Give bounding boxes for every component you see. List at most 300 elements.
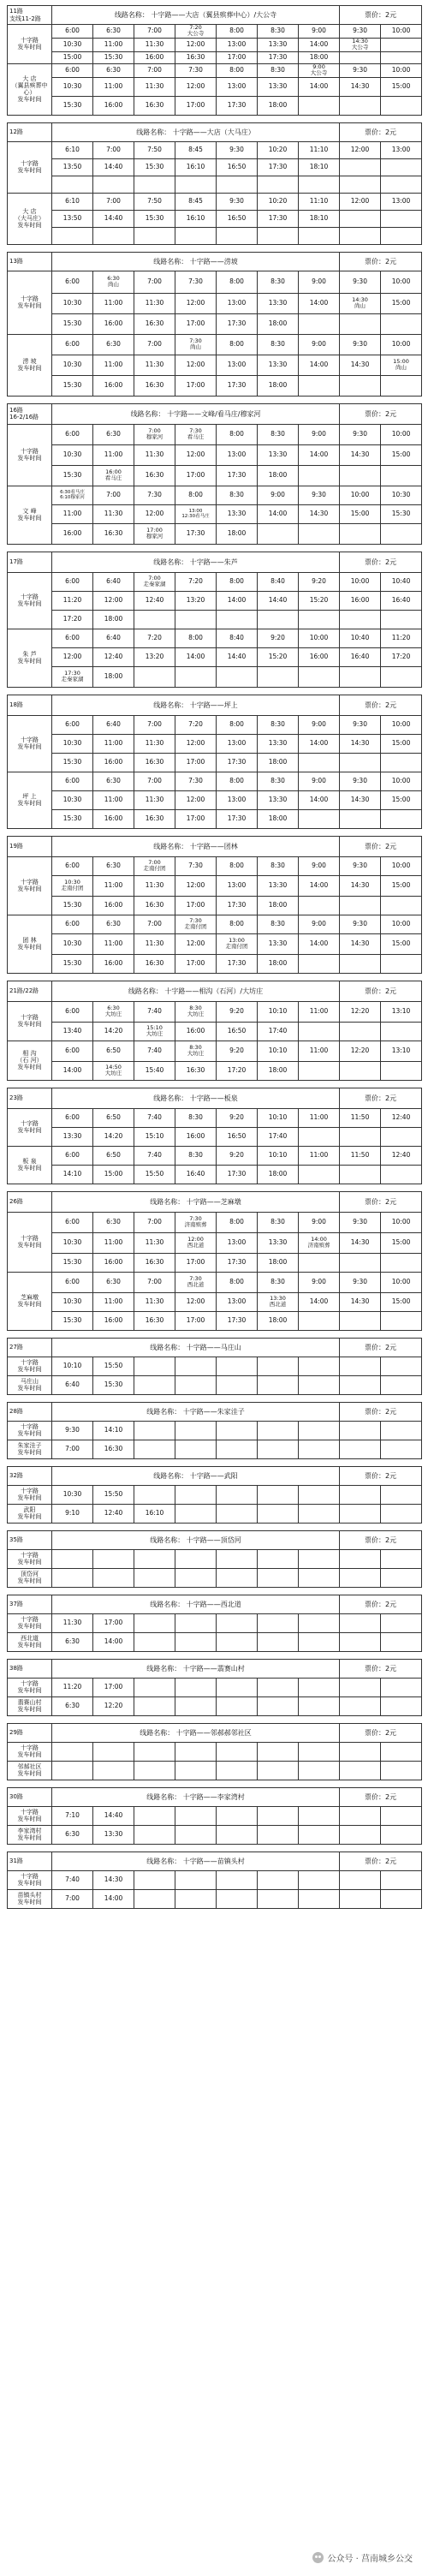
departure-time	[299, 1022, 340, 1041]
departure-time	[175, 176, 217, 193]
departure-time: 16:10	[175, 210, 217, 227]
departure-time: 7:30 尚山	[175, 334, 217, 355]
departure-time: 16:30	[134, 375, 175, 396]
departure-time	[175, 227, 217, 244]
departure-time: 13:00	[217, 875, 258, 896]
departure-time	[299, 1311, 340, 1330]
route-path: 十字路——芝麻墩	[186, 1197, 241, 1206]
departure-time: 10:30	[381, 486, 422, 504]
departure-station: 十字路 发车时间	[8, 572, 52, 629]
departure-time: 10:10	[258, 1041, 299, 1061]
departure-time: 9:00	[299, 1212, 340, 1232]
route-title	[52, 1191, 340, 1212]
departure-time	[299, 1127, 340, 1146]
departure-time: 10:00	[299, 629, 340, 647]
departure-station: 西北道 发车时间	[8, 1632, 52, 1651]
departure-time: 18:00	[258, 954, 299, 973]
departure-time: 14:00 济南殡葬	[299, 1232, 340, 1253]
departure-time	[217, 176, 258, 193]
departure-time: 8:30	[258, 424, 299, 444]
departure-time: 13:30	[258, 790, 299, 809]
route-number: 37路	[8, 1595, 52, 1613]
departure-time	[217, 1696, 258, 1715]
route-label: 线路名称：	[153, 842, 190, 850]
departure-time: 11:30	[134, 933, 175, 954]
departure-time: 8:00	[217, 1272, 258, 1292]
route-title	[52, 1787, 340, 1806]
departure-time	[258, 1549, 299, 1568]
departure-time: 7:50	[134, 193, 175, 210]
departure-time	[299, 954, 340, 973]
route-table	[7, 403, 421, 545]
departure-station: 团 林 发车时间	[8, 915, 52, 973]
route-number: 18路	[8, 695, 52, 715]
departure-station: 翡赛山村 发车时间	[8, 1696, 52, 1715]
departure-time	[299, 1504, 340, 1523]
departure-time	[175, 1421, 217, 1440]
departure-time: 6:30看马庄 6:10穆家河	[52, 486, 93, 504]
departure-time	[258, 666, 299, 687]
departure-time: 14:00	[299, 734, 340, 753]
departure-time: 16:00	[93, 313, 134, 334]
departure-time: 9:20	[258, 629, 299, 647]
departure-time: 13:10	[381, 1041, 422, 1061]
route-title	[52, 1852, 340, 1870]
route-price: 票价：2元	[340, 1659, 422, 1678]
departure-time: 10:30	[52, 77, 93, 96]
departure-time: 15:00	[381, 734, 422, 753]
route-label: 线路名称：	[153, 257, 190, 265]
departure-time	[299, 1485, 340, 1504]
departure-time: 15:00	[381, 790, 422, 809]
departure-time: 7:40	[134, 1108, 175, 1127]
departure-time: 7:40	[134, 1041, 175, 1061]
route-price: 票价：2元	[340, 122, 422, 141]
departure-time: 9:30	[340, 856, 381, 875]
departure-time	[381, 1761, 422, 1780]
departure-time: 17:30	[258, 158, 299, 176]
departure-time: 15:30	[93, 51, 134, 63]
departure-time	[217, 1632, 258, 1651]
route-price: 票价：2元	[340, 1088, 422, 1108]
departure-time: 14:20	[93, 1022, 134, 1041]
departure-time: 9:00	[299, 915, 340, 933]
departure-time: 11:00	[299, 1108, 340, 1127]
departure-time: 10:40	[381, 572, 422, 591]
departure-time: 6:00	[52, 1146, 93, 1165]
departure-time: 18:00	[258, 1061, 299, 1080]
departure-time: 6:00	[52, 1212, 93, 1232]
departure-station: 十字路 发车时间	[8, 1549, 52, 1568]
departure-time: 15:30	[52, 753, 93, 772]
departure-time	[52, 1549, 93, 1568]
departure-time	[340, 666, 381, 687]
departure-time: 6:30 尚山	[93, 271, 134, 293]
departure-station: 十字路 发车时间	[8, 1806, 52, 1825]
departure-time	[381, 1165, 422, 1184]
departure-time	[340, 1375, 381, 1394]
departure-station: 相 沟 （石 河） 发车时间	[8, 1041, 52, 1080]
departure-time	[381, 1375, 422, 1394]
departure-time: 11:30	[93, 504, 134, 523]
departure-station: 大 店 （翼县殡葬中心） 发车时间	[8, 63, 52, 115]
departure-time: 16:30	[134, 1311, 175, 1330]
departure-time: 8:30	[258, 772, 299, 790]
route-path: 十字路——苗镇头村	[182, 1857, 245, 1865]
departure-time	[299, 1870, 340, 1889]
departure-time: 6:00	[52, 1001, 93, 1022]
departure-time	[381, 1440, 422, 1458]
departure-time: 16:30	[134, 954, 175, 973]
departure-time: 9:30	[340, 772, 381, 790]
departure-time: 11:10	[299, 141, 340, 158]
departure-time: 12:20	[340, 1001, 381, 1022]
route-number: 23路	[8, 1088, 52, 1108]
departure-time: 9:30	[340, 271, 381, 293]
departure-time: 16:30	[175, 51, 217, 63]
departure-time: 17:00	[175, 954, 217, 973]
departure-time	[381, 1632, 422, 1651]
departure-time: 12:00	[175, 875, 217, 896]
departure-time: 7:00	[93, 141, 134, 158]
route-table	[7, 1787, 421, 1845]
departure-station: 顶岱河 发车时间	[8, 1568, 52, 1587]
departure-time: 8:00	[217, 856, 258, 875]
departure-time: 7:00	[134, 271, 175, 293]
departure-time: 15:00	[381, 1292, 422, 1311]
departure-time	[381, 1061, 422, 1080]
departure-time: 6:30	[93, 25, 134, 39]
departure-time	[381, 1549, 422, 1568]
departure-time	[299, 610, 340, 629]
departure-station: 十字路 发车时间	[8, 271, 52, 334]
departure-time	[299, 1696, 340, 1715]
departure-station: 文 峰 发车时间	[8, 486, 52, 544]
departure-time: 10:00	[381, 1212, 422, 1232]
departure-time	[258, 1806, 299, 1825]
departure-time	[217, 1568, 258, 1587]
departure-time: 8:30	[175, 1146, 217, 1165]
departure-time	[134, 1421, 175, 1440]
departure-time: 11:00	[93, 355, 134, 375]
departure-time: 9:00	[299, 334, 340, 355]
departure-time: 7:20	[175, 715, 217, 734]
route-price: 票价：2元	[340, 1402, 422, 1421]
departure-time: 16:00	[52, 523, 93, 544]
departure-time: 6:30	[93, 424, 134, 444]
route-number: 13路	[8, 252, 52, 271]
departure-time	[258, 227, 299, 244]
departure-time	[258, 176, 299, 193]
departure-time: 14:00	[299, 293, 340, 313]
departure-time: 8:30	[258, 25, 299, 39]
departure-station: 板 泉 发车时间	[8, 1146, 52, 1184]
route-path: 十字路——武阳	[189, 1471, 238, 1480]
departure-time	[175, 1870, 217, 1889]
departure-time	[340, 1504, 381, 1523]
departure-time: 17:00	[175, 375, 217, 396]
departure-station: 十字路 发车时间	[8, 1485, 52, 1504]
departure-time	[340, 313, 381, 334]
departure-time: 6:30	[93, 1272, 134, 1292]
route-table	[7, 1852, 421, 1909]
departure-time: 12:40	[381, 1108, 422, 1127]
departure-time: 7:00	[134, 915, 175, 933]
departure-station: 十字路 发车时间	[8, 715, 52, 772]
departure-time: 6:10	[52, 193, 93, 210]
departure-time	[217, 1678, 258, 1696]
departure-time	[175, 1889, 217, 1908]
departure-time	[340, 158, 381, 176]
departure-time	[299, 1742, 340, 1761]
departure-time: 7:30 走南付团	[175, 915, 217, 933]
departure-time: 18:00	[258, 753, 299, 772]
route-title	[52, 1338, 340, 1357]
route-price: 票价：2元	[340, 552, 422, 572]
departure-time	[299, 1549, 340, 1568]
departure-time: 15:30	[52, 465, 93, 486]
departure-station: 十字路 发车时间	[8, 1678, 52, 1696]
departure-time	[217, 610, 258, 629]
departure-time: 7:30 济南殡葬	[175, 1212, 217, 1232]
departure-time: 8:00	[217, 271, 258, 293]
departure-time: 17:30	[217, 896, 258, 915]
departure-time: 9:20	[217, 1146, 258, 1165]
departure-time	[134, 1806, 175, 1825]
departure-time: 16:00	[93, 809, 134, 828]
departure-time: 6:40	[52, 1375, 93, 1394]
departure-time: 10:00	[381, 772, 422, 790]
departure-time	[299, 465, 340, 486]
departure-time: 17:00	[175, 1253, 217, 1272]
departure-time: 7:00 走秦家湖	[134, 572, 175, 591]
route-table	[7, 122, 421, 245]
route-price: 票价：2元	[340, 1530, 422, 1549]
departure-time	[340, 753, 381, 772]
departure-time: 10:00	[381, 334, 422, 355]
departure-time	[52, 176, 93, 193]
departure-station: 十字路 发车时间	[8, 424, 52, 486]
route-label: 线路名称：	[150, 1535, 187, 1544]
departure-time	[175, 1742, 217, 1761]
departure-time: 7:10	[52, 1806, 93, 1825]
departure-time	[134, 1568, 175, 1587]
departure-time: 15:00 尚山	[381, 355, 422, 375]
departure-time: 10:30	[52, 293, 93, 313]
departure-time: 15:50	[93, 1357, 134, 1375]
route-path: 十字路——西北道	[186, 1600, 241, 1608]
departure-time: 16:30	[134, 809, 175, 828]
departure-time	[134, 1485, 175, 1504]
departure-time: 8:00	[217, 1212, 258, 1232]
departure-time: 17:30	[217, 954, 258, 973]
route-price: 票价：2元	[340, 695, 422, 715]
departure-time: 14:00	[299, 444, 340, 465]
departure-time	[258, 1504, 299, 1523]
departure-time: 7:30	[175, 271, 217, 293]
wechat-icon	[312, 2552, 324, 2563]
departure-time: 11:30	[134, 355, 175, 375]
departure-time: 8:30 大坊庄	[175, 1001, 217, 1022]
departure-time: 9:30	[299, 486, 340, 504]
departure-time: 11:00	[93, 444, 134, 465]
departure-time: 11:20	[381, 629, 422, 647]
departure-time	[381, 1870, 422, 1889]
route-path: 十字路——马庄山	[186, 1343, 241, 1351]
departure-time: 15:00	[381, 293, 422, 313]
route-path: 十字路——涝坡	[189, 257, 238, 265]
departure-station: 朱家洼子 发车时间	[8, 1440, 52, 1458]
departure-time: 14:00	[299, 933, 340, 954]
route-number: 12路	[8, 122, 52, 141]
departure-time	[175, 1568, 217, 1587]
route-title	[52, 836, 340, 856]
departure-time: 7:40	[134, 1146, 175, 1165]
departure-time	[93, 227, 134, 244]
departure-time: 9:00	[299, 25, 340, 39]
departure-time: 11:00	[299, 1001, 340, 1022]
departure-time	[175, 1806, 217, 1825]
departure-time: 9:20	[217, 1041, 258, 1061]
route-title	[52, 252, 340, 271]
departure-time: 7:00	[134, 63, 175, 77]
departure-time	[134, 1870, 175, 1889]
departure-time: 7:30	[175, 856, 217, 875]
departure-time: 7:20	[175, 572, 217, 591]
departure-station: 十字路 发车时间	[8, 25, 52, 64]
departure-time: 13:30	[258, 77, 299, 96]
departure-time: 18:00	[299, 51, 340, 63]
departure-time: 14:50 大坊庄	[93, 1061, 134, 1080]
departure-station: 十字路 发车时间	[8, 856, 52, 915]
departure-time: 11:00	[93, 1232, 134, 1253]
departure-time	[175, 1613, 217, 1632]
departure-time: 6:00	[52, 715, 93, 734]
departure-time: 8:30	[258, 63, 299, 77]
departure-time	[258, 1678, 299, 1696]
departure-time	[217, 1375, 258, 1394]
route-price: 票价：2元	[340, 1723, 422, 1742]
departure-time: 6:00	[52, 915, 93, 933]
route-label: 线路名称：	[130, 409, 168, 418]
departure-time	[340, 227, 381, 244]
departure-time: 14:40	[93, 210, 134, 227]
departure-time	[381, 1742, 422, 1761]
departure-time: 6:00	[52, 772, 93, 790]
departure-time: 13:30	[258, 1232, 299, 1253]
departure-time: 11:50	[340, 1146, 381, 1165]
departure-time: 15:00	[381, 444, 422, 465]
departure-time: 15:30	[134, 158, 175, 176]
departure-time	[217, 1613, 258, 1632]
departure-time: 10:00	[340, 572, 381, 591]
departure-time: 11:30	[134, 790, 175, 809]
departure-time: 14:00	[299, 875, 340, 896]
departure-time: 10:10	[258, 1001, 299, 1022]
departure-time: 14:40	[258, 591, 299, 610]
departure-time: 10:30	[52, 790, 93, 809]
departure-time: 17:30	[217, 809, 258, 828]
departure-time: 6:30	[93, 63, 134, 77]
departure-time: 13:30	[258, 38, 299, 51]
departure-time	[258, 1440, 299, 1458]
route-number: 17路	[8, 552, 52, 572]
departure-time: 15:30	[52, 375, 93, 396]
departure-time	[340, 210, 381, 227]
departure-time: 8:00	[217, 63, 258, 77]
departure-time: 8:45	[175, 193, 217, 210]
departure-time: 14:00	[52, 1061, 93, 1080]
departure-time	[340, 1761, 381, 1780]
departure-time	[134, 1440, 175, 1458]
departure-time: 6:00	[52, 1041, 93, 1061]
departure-time	[381, 465, 422, 486]
departure-time: 6:30	[52, 1825, 93, 1844]
departure-time	[381, 666, 422, 687]
departure-time: 15:00	[52, 51, 93, 63]
departure-time: 12:00	[175, 293, 217, 313]
departure-time: 7:00	[134, 1272, 175, 1292]
departure-time	[93, 1549, 134, 1568]
departure-time: 12:20	[340, 1041, 381, 1061]
departure-time: 8:40	[217, 629, 258, 647]
departure-time: 10:30	[52, 1232, 93, 1253]
departure-time	[217, 1825, 258, 1844]
departure-time: 13:30	[258, 293, 299, 313]
departure-station: 十字路 发车时间	[8, 1357, 52, 1375]
departure-time: 14:40	[217, 647, 258, 666]
route-label: 线路名称：	[146, 1664, 183, 1673]
departure-time: 11:30	[134, 1232, 175, 1253]
departure-time: 16:50	[217, 1022, 258, 1041]
departure-time: 11:20	[52, 591, 93, 610]
departure-time: 14:20	[93, 1127, 134, 1146]
departure-time: 11:30	[134, 77, 175, 96]
departure-station: 十字路 发车时间	[8, 1212, 52, 1272]
departure-time: 14:00	[93, 1889, 134, 1908]
route-path: 十字路——坪上	[189, 701, 238, 709]
departure-time: 16:00 看马庄	[93, 465, 134, 486]
departure-time: 11:30	[134, 1292, 175, 1311]
departure-time: 15:00	[381, 933, 422, 954]
departure-time	[134, 1375, 175, 1394]
route-label: 线路名称：	[153, 558, 190, 566]
departure-time	[381, 1311, 422, 1330]
departure-station: 苗镇头村 发车时间	[8, 1889, 52, 1908]
route-title	[52, 552, 340, 572]
departure-time	[52, 1761, 93, 1780]
departure-time	[134, 1613, 175, 1632]
route-label: 线路名称：	[153, 1471, 190, 1480]
departure-time	[381, 753, 422, 772]
departure-time	[381, 1127, 422, 1146]
departure-time	[340, 176, 381, 193]
route-price: 票价：2元	[340, 1191, 422, 1212]
departure-time: 7:30	[175, 772, 217, 790]
departure-time	[299, 1061, 340, 1080]
departure-time	[299, 1440, 340, 1458]
departure-time: 13:00	[217, 293, 258, 313]
departure-time: 16:10	[134, 1504, 175, 1523]
departure-time	[381, 176, 422, 193]
departure-time: 13:30	[93, 1825, 134, 1844]
departure-time	[340, 1485, 381, 1504]
departure-time: 6:00	[52, 1108, 93, 1127]
departure-time	[299, 523, 340, 544]
departure-time: 16:00	[93, 954, 134, 973]
departure-time: 17:00	[217, 51, 258, 63]
departure-time	[134, 666, 175, 687]
